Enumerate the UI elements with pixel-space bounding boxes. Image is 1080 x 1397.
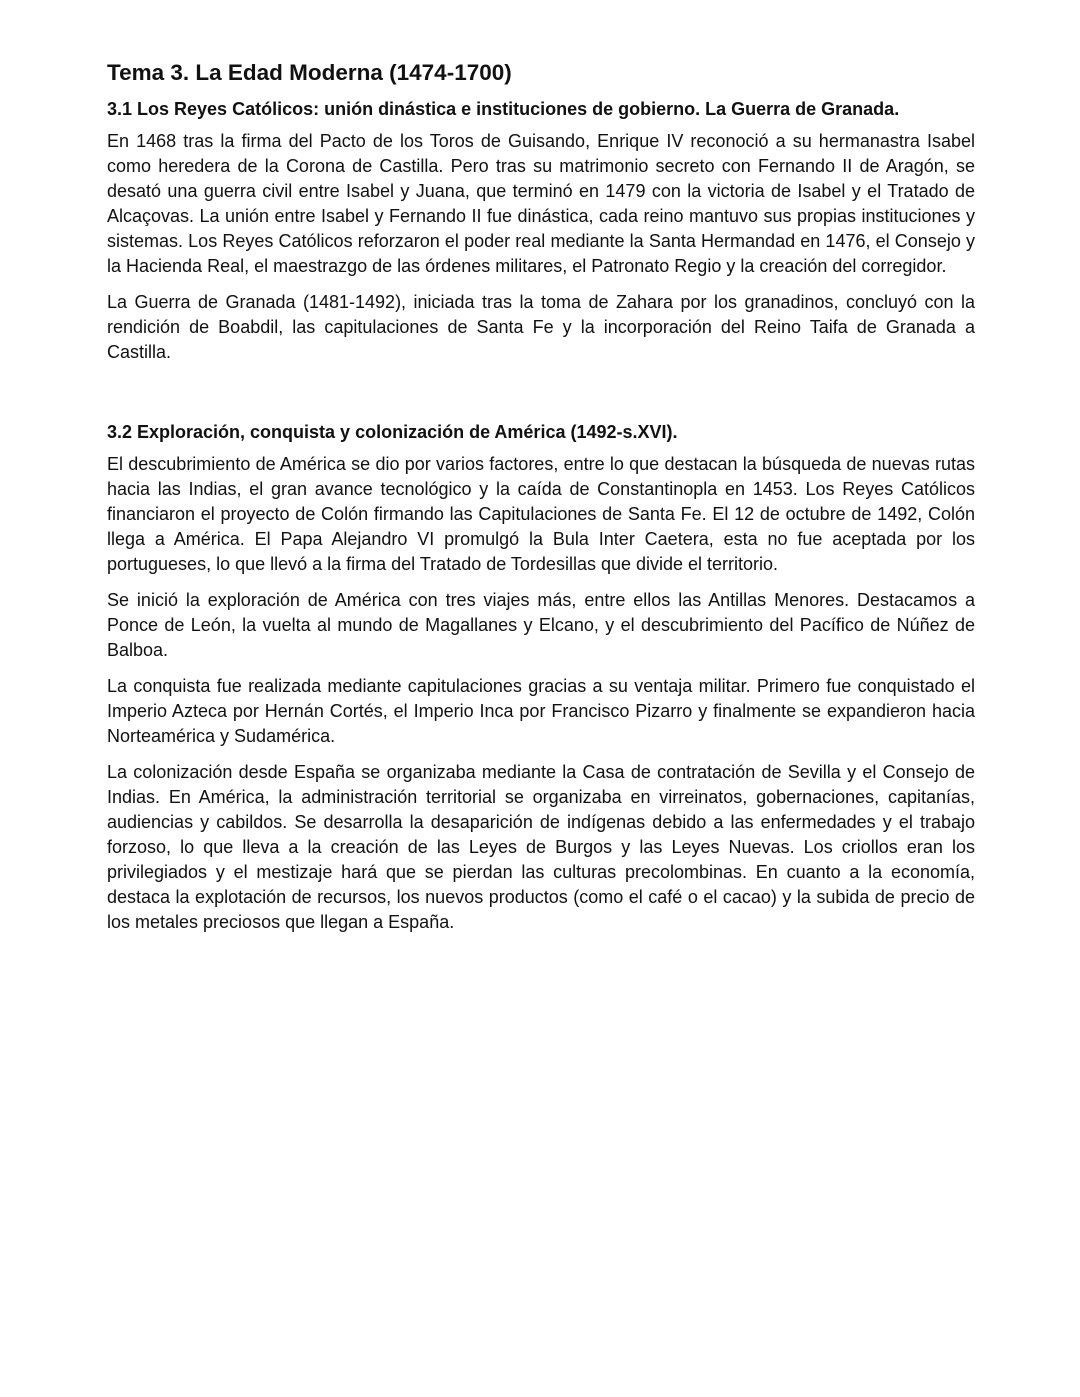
- paragraph: La conquista fue realizada mediante capitulaciones gracias a su ventaja militar. Primero fue conquistado el Imperio Azteca por Hernán Cortés, el Imperio Inca por Francisco Pizarro y finalmente se expandieron hacia Norteamérica y Sudamérica.: [107, 676, 975, 746]
- document-title: Tema 3. La Edad Moderna (1474-1700): [107, 60, 512, 85]
- paragraph: En 1468 tras la firma del Pacto de los Toros de Guisando, Enrique IV reconoció a su hermanastra Isabel como heredera de la Corona de Castilla. Pero tras su matrimonio secreto con Fernando II de Aragón, se desató una guerra civil entre Isabel y Juana, que terminó en 1479 con la victoria de Isabel y el Tratado de Alcaçovas. La unión entre Isabel y Fernando II fue dinástica, cada reino mantuvo sus propias instituciones y sistemas. Los Reyes Católicos reforzaron el poder real mediante la Santa Hermandad en 1476, el Consejo y la Hacienda Real, el maestrazgo de las órdenes militares, el Patronato Regio y la creación del corregidor.: [107, 131, 975, 276]
- section-heading: 3.2 Exploración, conquista y colonización de América (1492-s.XVI).: [107, 422, 678, 442]
- section-reyes-catolicos: [107, 97, 975, 365]
- paragraph: La colonización desde España se organizaba mediante la Casa de contratación de Sevilla y el Consejo de Indias. En América, la administración territorial se organizaba en virreinatos, gobernaciones, capitanías, audiencias y cabildos. Se desarrolla la desaparición de indígenas debido a las enfermedades y el trabajo forzoso, lo que lleva a la creación de las Leyes de Burgos y las Leyes Nuevas. Los criollos eran los privilegiados y el mestizaje hará que se pierdan las culturas precolombinas. En cuanto a la economía, destaca la explotación de recursos, los nuevos productos (como el café o el cacao) y la subida de precio de los metales preciosos que llegan a España.: [107, 762, 975, 932]
- section-spacer: [107, 376, 975, 420]
- section-heading: 3.1 Los Reyes Católicos: unión dinástica e instituciones de gobierno. La Guerra de Granada.: [107, 99, 900, 119]
- paragraph: El descubrimiento de América se dio por varios factores, entre lo que destacan la búsqueda de nuevas rutas hacia las Indias, el gran avance tecnológico y la caída de Constantinopla en 1453. Los Reyes Católicos financiaron el proyecto de Colón firmando las Capitulaciones de Santa Fe. El 12 de octubre de 1492, Colón llega a América. El Papa Alejandro VI promulgó la Bula Inter Caetera, esta no fue aceptada por los portugueses, lo que llevó a la firma del Tratado de Tordesillas que divide el territorio.: [107, 454, 975, 574]
- section-america: [107, 420, 975, 935]
- paragraph: Se inició la exploración de América con tres viajes más, entre ellos las Antillas Menores. Destacamos a Ponce de León, la vuelta al mundo de Magallanes y Elcano, y el descubrimiento del Pacífico de Núñez de Balboa.: [107, 590, 975, 660]
- document-page: [107, 58, 975, 946]
- paragraph: La Guerra de Granada (1481-1492), iniciada tras la toma de Zahara por los granadinos, concluyó con la rendición de Boabdil, las capitulaciones de Santa Fe y la incorporación del Reino Taifa de Granada a Castilla.: [107, 292, 975, 362]
